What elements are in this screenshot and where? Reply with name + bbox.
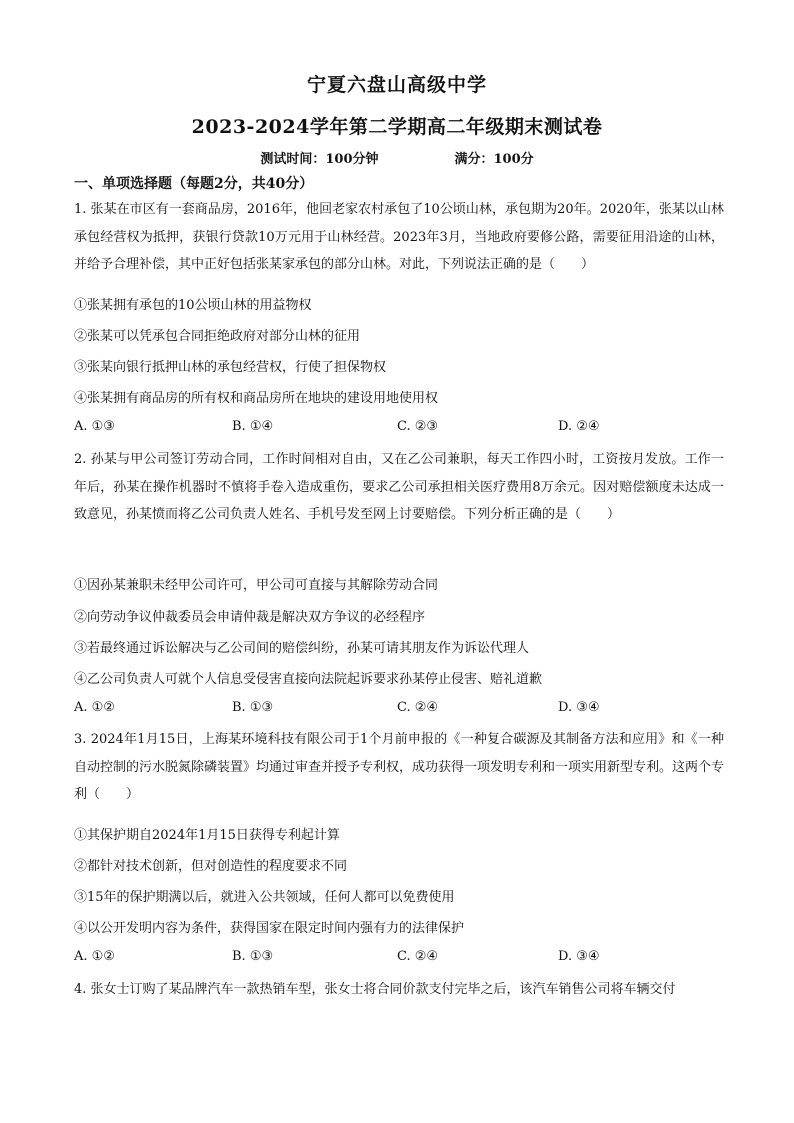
question-2-option-d: D. ③④ [558,700,600,715]
question-1-statement-2: ②张某可以凭承包合同拒绝政府对部分山林的征用 [74,329,361,344]
school-name: 宁夏六盘山高级中学 [306,74,487,96]
question-2-option-a: A. ①② [74,700,115,715]
question-1-statement-3: ③张某向银行抵押山林的承包经营权，行使了担保物权 [74,360,387,375]
question-1-option-c: C. ②③ [397,419,439,434]
question-3-statement-2: ②都针对技术创新，但对创造性的程度要求不同 [74,859,348,874]
question-2-statement-2: ②向劳动争议仲裁委员会申请仲裁是解决双方争议的必经程序 [74,610,426,625]
exam-time: 测试时间：100分钟 [260,152,379,167]
question-3-statement-4: ④以公开发明内容为条件，获得国家在限定时间内强有力的法律保护 [74,921,465,936]
question-3-option-d: D. ③④ [558,949,600,964]
question-1-option-b: B. ①④ [232,419,274,434]
question-3-option-b: B. ①③ [232,949,274,964]
question-3-option-a: A. ①② [74,949,115,964]
question-2-stem: 2. 孙某与甲公司签订劳动合同，工作时间相对自由，又在乙公司兼职，每天工作四小时，工资按月发放。工作一年后，孙某在操作机器时不慎将手卷入造成重伤，要求乙公司承担相关医疗费用8万余元。因对赔偿额度未达成一致意见，孙某愤而将乙公司负责人姓名、手机号发至网上讨要赔偿。下列分析正确的是（ ） [74,452,724,522]
question-2-option-b: B. ①③ [232,700,274,715]
question-3-option-c: C. ②④ [397,949,439,964]
question-1-stem: 1. 张某在市区有一套商品房，2016年，他回老家农村承包了10公顷山林，承包期为20年。2020年，张某以山林承包经营权为抵押，获银行贷款10万元用于山林经营。2023年3月，当地政府要修公路，需要征用沿途的山林，并给予合理补偿，其中正好包括张某家承包的部分山林。对此，下列说法正确的是（ ） [74,202,724,272]
question-3-stem: 3. 2024年1月15日，上海某环境科技有限公司于1个月前申报的《一种复合碳源及其制备方法和应用》和《一种自动控制的污水脱氮除磷装置》均通过审查并授予专利权，成功获得一项发明专利和一项实用新型专利。这两个专利（ ） [74,732,725,802]
exam-meta [0,148,794,167]
section-heading: 一、单项选择题（每题2分，共40分） [74,176,314,192]
question-3-statement-3: ③15年的保护期满以后，就进入公共领域，任何人都可以免费使用 [74,890,455,905]
question-1-statement-1: ①张某拥有承包的10公顷山林的用益物权 [74,298,312,313]
question-2-statement-4: ④乙公司负责人可就个人信息受侵害直接向法院起诉要求孙某停止侵害、赔礼道歉 [74,672,543,687]
question-1-option-a: A. ①③ [74,419,115,434]
question-4-stem: 4. 张女士订购了某品牌汽车一款热销车型，张女士将合同价款支付完毕之后，该汽车销售公司将车辆交付 [74,982,676,997]
exam-title: 2023-2024学年第二学期高二年级期末测试卷 [191,116,603,138]
question-2-statement-3: ③若最终通过诉讼解决与乙公司间的赔偿纠纷，孙某可请其朋友作为诉讼代理人 [74,641,530,656]
question-2-statement-1: ①因孙某兼职未经甲公司许可，甲公司可直接与其解除劳动合同 [74,578,439,593]
question-1-statement-4: ④张某拥有商品房的所有权和商品房所在地块的建设用地使用权 [74,391,439,406]
question-2-option-c: C. ②④ [397,700,439,715]
question-1-option-d: D. ②④ [558,419,600,434]
exam-score: 满分：100分 [454,152,534,167]
question-3-statement-1: ①其保护期自2024年1月15日获得专利起计算 [74,828,340,843]
